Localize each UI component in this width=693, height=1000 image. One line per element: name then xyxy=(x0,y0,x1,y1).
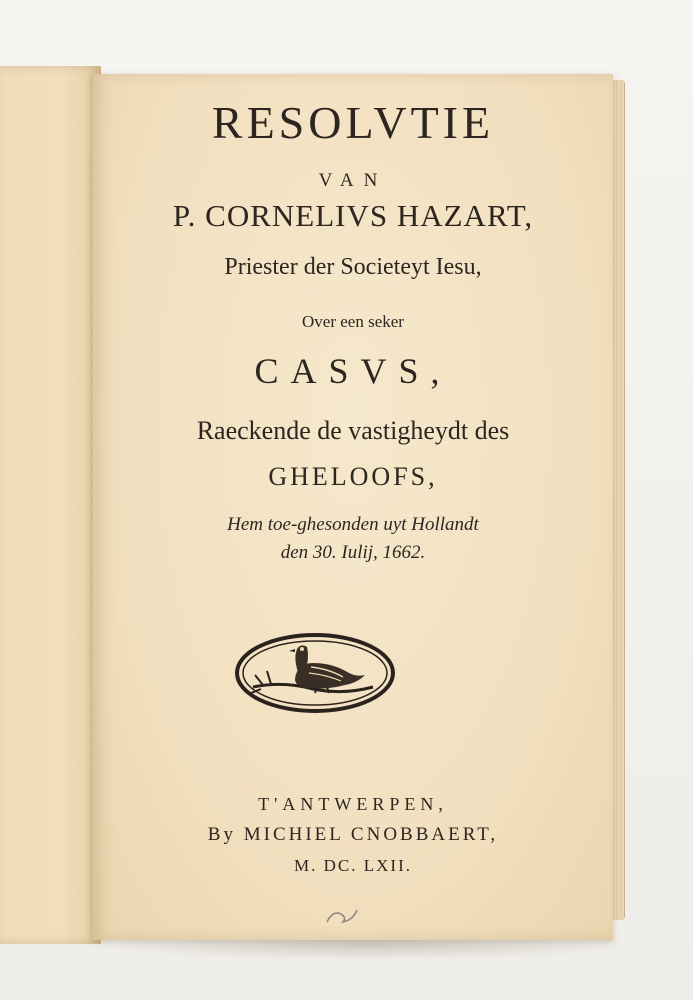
casus-line: CASVS, xyxy=(254,351,452,391)
raeckende-line: Raeckende de vastigheydt des xyxy=(196,416,510,445)
pencil-mark xyxy=(323,904,363,928)
imprint-city: T'ANTWERPEN, xyxy=(258,794,448,814)
title-page xyxy=(92,74,613,940)
order-line: Priester der Societeyt Iesu, xyxy=(224,254,482,280)
book-title: RESOLVTIE xyxy=(211,97,495,148)
binding-gutter xyxy=(84,160,100,800)
bird-on-branch-emblem-icon xyxy=(233,629,397,717)
gheloofs-line: GHELOOFS, xyxy=(268,462,438,491)
sent-line-2: den 30. Iulij, 1662. xyxy=(280,542,426,563)
over-line: Over een seker xyxy=(302,312,404,331)
imprint-printer: By MICHIEL CNOBBAERT, xyxy=(207,824,499,845)
author-line: P. CORNELIVS HAZART, xyxy=(172,198,534,233)
sent-line-1: Hem toe-ghesonden uyt Hollandt xyxy=(227,514,479,535)
imprint-year: M. DC. LXII. xyxy=(294,856,412,875)
van-line: VAN xyxy=(318,170,388,191)
